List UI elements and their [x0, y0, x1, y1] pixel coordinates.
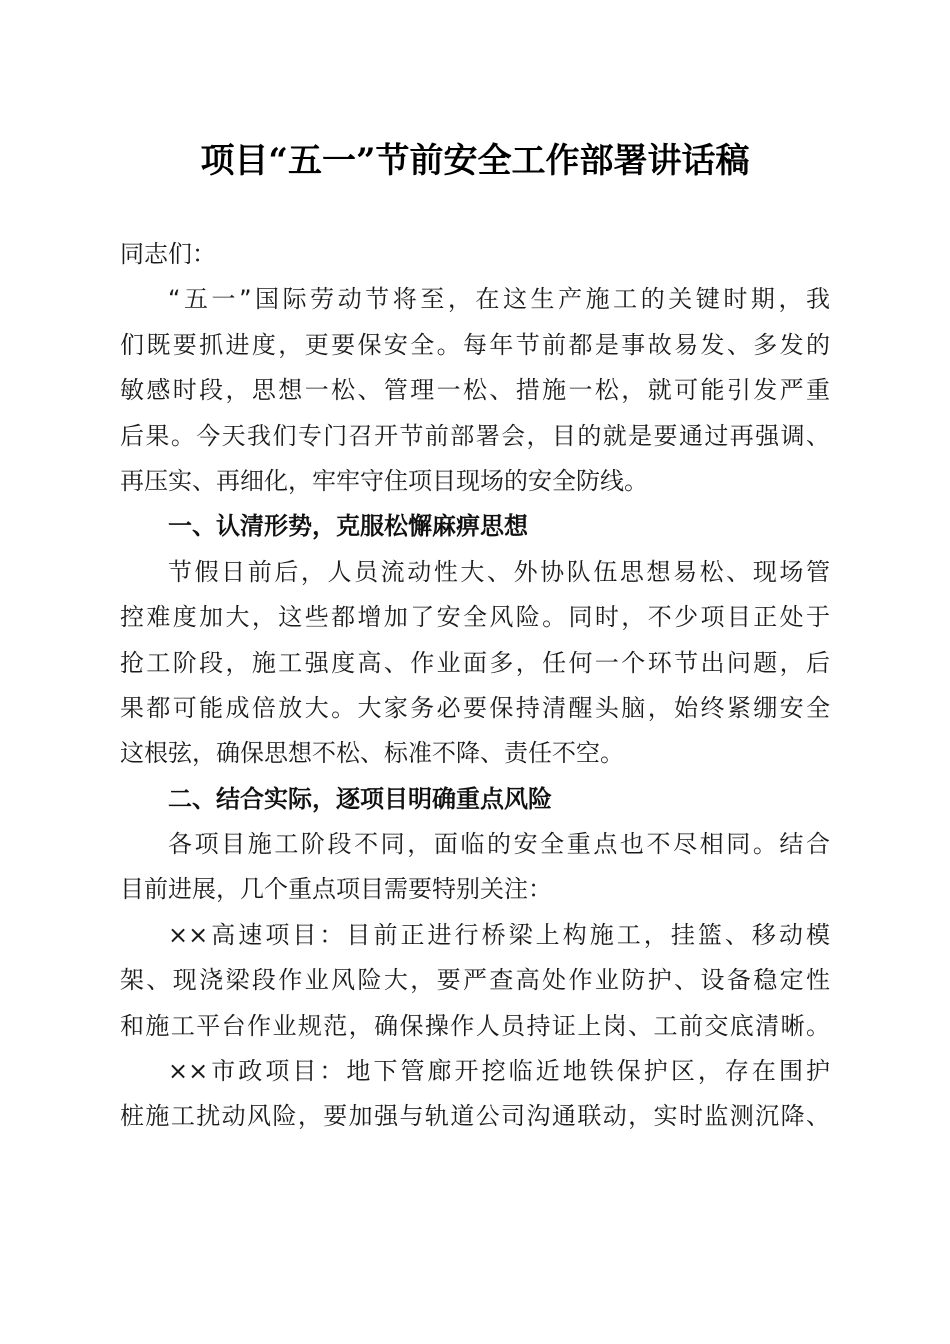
body-text-line: 后果。今天我们专门召开节前部署会，目的就是要通过再强调、: [120, 421, 830, 450]
body-text-line: 果都可能成倍放大。大家务必要保持清醒头脑，始终紧绷安全: [120, 693, 830, 722]
paragraph-first-line: 节假日前后，人员流动性大、外协队伍思想易松、现场管: [168, 557, 830, 586]
body-text-line: 架、现浇梁段作业风险大，要严查高处作业防护、设备稳定性: [120, 966, 830, 995]
body-text-line: 抢工阶段，施工强度高、作业面多，任何一个环节出问题，后: [120, 648, 830, 677]
paragraph-last-line: 目前进展，几个重点项目需要特别关注：: [120, 875, 552, 904]
body-text-line: 和施工平台作业规范，确保操作人员持证上岗、工前交底清晰。: [120, 1011, 830, 1040]
salutation: 同志们：: [120, 240, 216, 268]
body-text-line: 桩施工扰动风险，要加强与轨道公司沟通联动，实时监测沉降、: [120, 1102, 830, 1131]
paragraph-last-line: 这根弦，确保思想不松、标准不降、责任不空。: [120, 739, 624, 768]
paragraph-lines: [120, 277, 830, 1139]
body-text-line: 敏感时段，思想一松、管理一松、措施一松，就可能引发严重: [120, 376, 830, 405]
document-body: [120, 232, 830, 1140]
paragraph-last-line: 再压实、再细化，牢牢守住项目现场的安全防线。: [120, 466, 648, 495]
paragraph-first-line: “五一”国际劳动节将至，在这生产施工的关键时期，我: [168, 285, 830, 314]
body-text-line: 控难度加大，这些都增加了安全风险。同时，不少项目正处于: [120, 603, 830, 632]
body-text-line: 们既要抓进度，更要保安全。每年节前都是事故易发、多发的: [120, 330, 830, 359]
paragraph-first-line: ××市政项目：地下管廊开挖临近地铁保护区，存在围护: [168, 1057, 830, 1086]
section-heading: 一、认清形势，克服松懈麻痹思想: [168, 512, 528, 541]
paragraph-first-line: 各项目施工阶段不同，面临的安全重点也不尽相同。结合: [168, 830, 830, 859]
document-title: 项目“五一”节前安全工作部署讲话稿: [200, 141, 750, 181]
section-heading: 二、结合实际，逐项目明确重点风险: [168, 784, 552, 813]
paragraph-first-line: ××高速项目：目前正进行桥梁上构施工，挂篮、移动模: [168, 920, 830, 949]
